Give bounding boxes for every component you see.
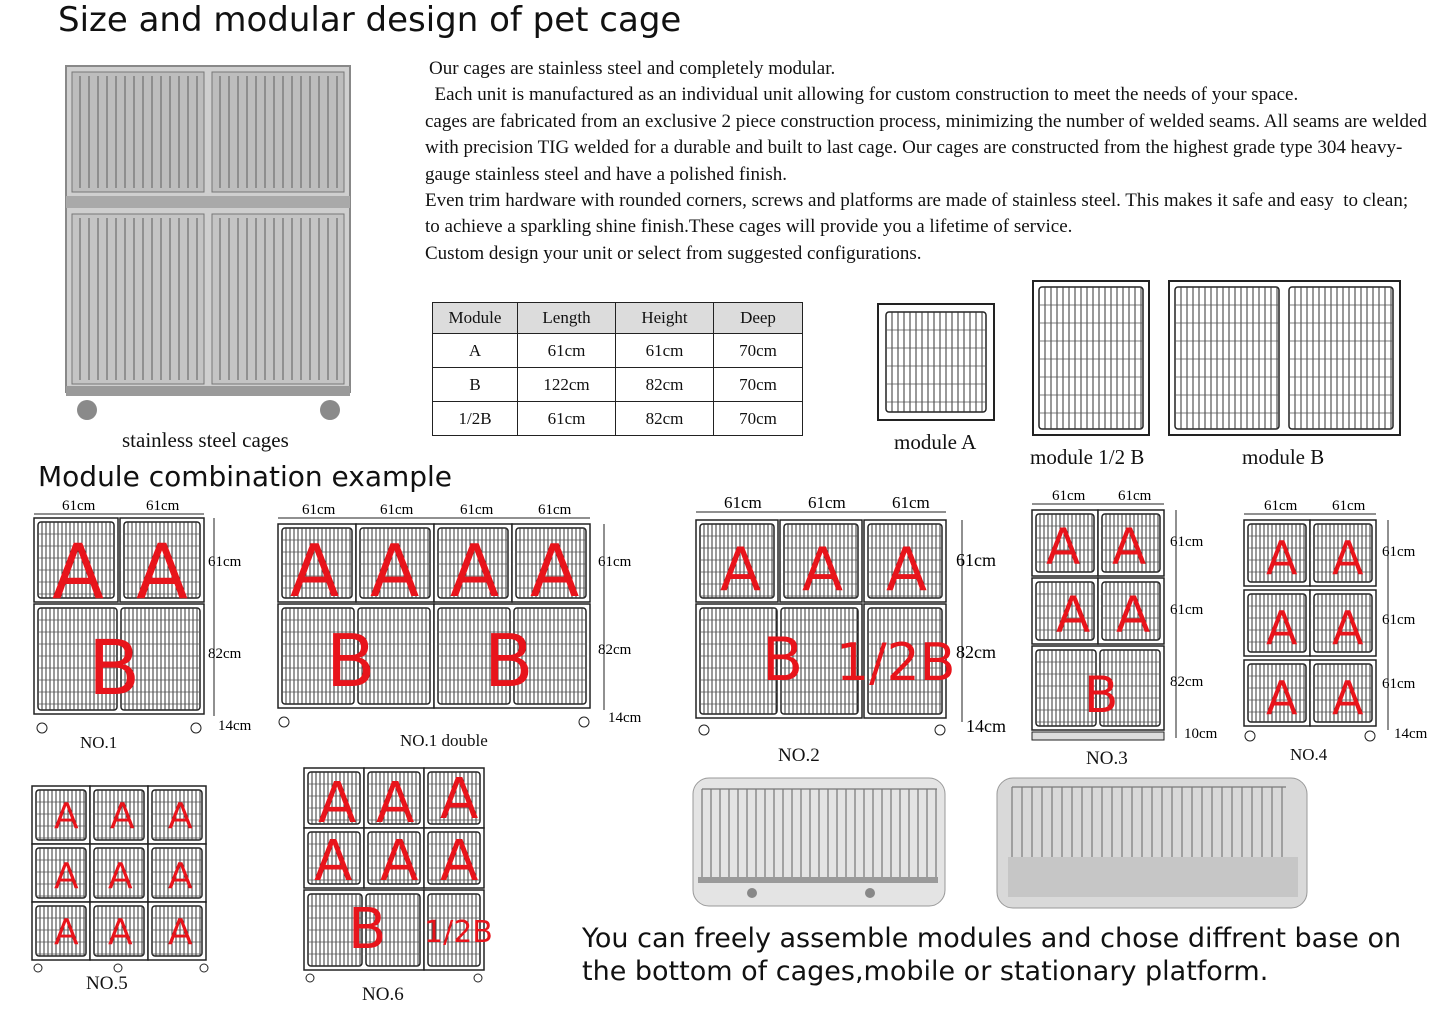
svg-text:61cm: 61cm xyxy=(1052,488,1086,504)
svg-text:61cm: 61cm xyxy=(1382,676,1416,692)
svg-text:61cm: 61cm xyxy=(1118,488,1152,504)
svg-text:B: B xyxy=(348,897,387,962)
table-cell: 70cm xyxy=(714,334,803,368)
svg-text:61cm: 61cm xyxy=(1332,498,1366,514)
table-cell: 82cm xyxy=(616,368,714,402)
svg-text:61cm: 61cm xyxy=(956,550,996,570)
cage-letter: A xyxy=(290,529,340,613)
photo-caption: stainless steel cages xyxy=(122,428,289,452)
stationary-base-photo xyxy=(996,777,1308,909)
svg-text:A: A xyxy=(1112,518,1147,576)
svg-text:A: A xyxy=(1332,531,1364,585)
svg-text:A: A xyxy=(1116,586,1151,644)
svg-text:61cm: 61cm xyxy=(1382,544,1416,560)
example-no6 xyxy=(300,764,500,986)
svg-text:10cm: 10cm xyxy=(1184,726,1218,742)
dim-label: 61cm xyxy=(62,498,96,514)
page-title: Size and modular design of pet cage xyxy=(58,0,682,40)
cage-letter: B xyxy=(484,619,534,703)
svg-text:61cm: 61cm xyxy=(808,493,846,512)
svg-text:61cm: 61cm xyxy=(460,502,494,518)
module-a-label: module A xyxy=(894,430,977,454)
module-b-drawing xyxy=(1167,279,1402,437)
svg-text:B: B xyxy=(1084,666,1119,724)
svg-text:A: A xyxy=(1046,518,1081,576)
example-label: NO.2 xyxy=(778,745,820,766)
table-cell: 61cm xyxy=(518,334,616,368)
svg-text:61cm: 61cm xyxy=(892,493,930,512)
table-row xyxy=(433,334,803,368)
svg-text:14cm: 14cm xyxy=(1394,726,1428,742)
svg-text:1/2B: 1/2B xyxy=(424,915,493,950)
example-no1-double xyxy=(272,494,652,734)
cage-letter: A xyxy=(370,529,420,613)
svg-text:A: A xyxy=(1266,671,1298,725)
dim-label: 82cm xyxy=(208,646,242,662)
table-cell: 70cm xyxy=(714,402,803,436)
svg-text:61cm: 61cm xyxy=(724,493,762,512)
footer-note: You can freely assemble modules and chose diffrent base on the bottom of cages,mobile or stationary platform. xyxy=(582,923,1402,987)
mobile-base-photo xyxy=(692,777,946,907)
table-cell: 70cm xyxy=(714,368,803,402)
dim-label: 61cm xyxy=(208,554,242,570)
dim-label: 14cm xyxy=(218,718,252,734)
description xyxy=(425,56,1445,267)
svg-text:A: A xyxy=(168,856,193,897)
table-cell: 1/2B xyxy=(433,402,518,436)
svg-text:61cm: 61cm xyxy=(538,502,572,518)
svg-text:A: A xyxy=(1332,671,1364,725)
svg-text:A: A xyxy=(886,535,928,605)
svg-text:61cm: 61cm xyxy=(1170,602,1204,618)
svg-text:14cm: 14cm xyxy=(966,716,1006,736)
svg-text:A: A xyxy=(376,771,415,836)
table-cell: 61cm xyxy=(518,402,616,436)
svg-text:A: A xyxy=(318,771,357,836)
table-header: Length xyxy=(518,303,616,334)
svg-text:A: A xyxy=(54,912,79,953)
table-cell: 122cm xyxy=(518,368,616,402)
example-label: NO.5 xyxy=(86,973,128,994)
svg-text:82cm: 82cm xyxy=(598,642,632,658)
svg-text:B: B xyxy=(762,625,804,695)
svg-text:A: A xyxy=(110,796,135,837)
svg-text:A: A xyxy=(1332,601,1364,655)
table-header: Module xyxy=(433,303,518,334)
svg-text:A: A xyxy=(168,796,193,837)
svg-text:A: A xyxy=(440,829,479,894)
cage-letter: B xyxy=(88,623,141,712)
cage-letter: A xyxy=(136,527,188,616)
table-header: Height xyxy=(616,303,714,334)
dim-label: 61cm xyxy=(146,498,180,514)
svg-text:61cm: 61cm xyxy=(598,554,632,570)
table-row xyxy=(433,402,803,436)
description-line: cages are fabricated from an exclusive 2 piece construction process, minimizing the number of welded seams. All seams are welded with precision TIG welded for a durable and built to last cage. Our cages are constructed from the highest grade type 304 heavy-gauge stainless steel and have a polished finish. xyxy=(425,110,1432,185)
svg-text:61cm: 61cm xyxy=(1170,534,1204,550)
example-no3 xyxy=(1028,484,1233,746)
module-spec-table xyxy=(432,302,803,436)
module-half-b-drawing xyxy=(1031,279,1151,437)
table-header: Deep xyxy=(714,303,803,334)
description-line: Each unit is manufactured as an individual unit allowing for custom construction to meet the needs of your space. xyxy=(425,84,1299,106)
table-row xyxy=(433,368,803,402)
example-label: NO.1 double xyxy=(400,731,488,750)
table-cell: 82cm xyxy=(616,402,714,436)
table-cell: A xyxy=(433,334,518,368)
example-no2 xyxy=(690,490,1020,745)
svg-text:A: A xyxy=(802,535,844,605)
description-line: Even trim hardware with rounded corners, screws and platforms are made of stainless steel. This makes it safe and easy to clean; xyxy=(425,190,1409,212)
svg-text:A: A xyxy=(440,767,479,832)
svg-text:A: A xyxy=(54,856,79,897)
module-half-b-label: module 1/2 B xyxy=(1030,445,1145,469)
svg-text:A: A xyxy=(108,856,133,897)
svg-text:A: A xyxy=(1266,531,1298,585)
example-label: NO.4 xyxy=(1290,745,1328,764)
example-label: NO.1 xyxy=(80,733,118,752)
table-cell: 61cm xyxy=(616,334,714,368)
svg-text:82cm: 82cm xyxy=(956,642,996,662)
description-line: to achieve a sparkling shine finish.These cages will provide you a lifetime of service. xyxy=(425,216,1073,238)
svg-text:61cm: 61cm xyxy=(1264,498,1298,514)
svg-text:A: A xyxy=(720,535,762,605)
svg-text:61cm: 61cm xyxy=(302,502,336,518)
cage-letter: B xyxy=(326,619,376,703)
cage-letter: A xyxy=(530,529,580,613)
cage-letter: A xyxy=(450,529,500,613)
svg-text:1/2B: 1/2B xyxy=(836,633,956,693)
description-line: Custom design your unit or select from suggested configurations. xyxy=(425,242,922,264)
svg-text:A: A xyxy=(108,912,133,953)
combination-title: Module combination example xyxy=(38,460,453,493)
example-label: NO.3 xyxy=(1086,748,1128,769)
example-no1 xyxy=(30,494,270,746)
description-line: Our cages are stainless steel and completely modular. xyxy=(429,58,836,79)
svg-text:A: A xyxy=(168,912,193,953)
svg-text:61cm: 61cm xyxy=(380,502,414,518)
cage-photo xyxy=(62,64,352,422)
example-no4 xyxy=(1240,492,1440,742)
svg-text:A: A xyxy=(1056,586,1091,644)
svg-text:A: A xyxy=(54,796,79,837)
svg-text:14cm: 14cm xyxy=(608,710,642,726)
cage-letter: A xyxy=(52,527,104,616)
module-a-drawing xyxy=(876,302,996,422)
svg-text:61cm: 61cm xyxy=(1382,612,1416,628)
svg-text:A: A xyxy=(1266,601,1298,655)
example-no5 xyxy=(28,782,213,974)
example-label: NO.6 xyxy=(362,984,404,1005)
module-b-label: module B xyxy=(1242,445,1325,469)
table-cell: B xyxy=(433,368,518,402)
svg-text:82cm: 82cm xyxy=(1170,674,1204,690)
svg-text:A: A xyxy=(380,829,419,894)
svg-text:A: A xyxy=(314,829,353,894)
